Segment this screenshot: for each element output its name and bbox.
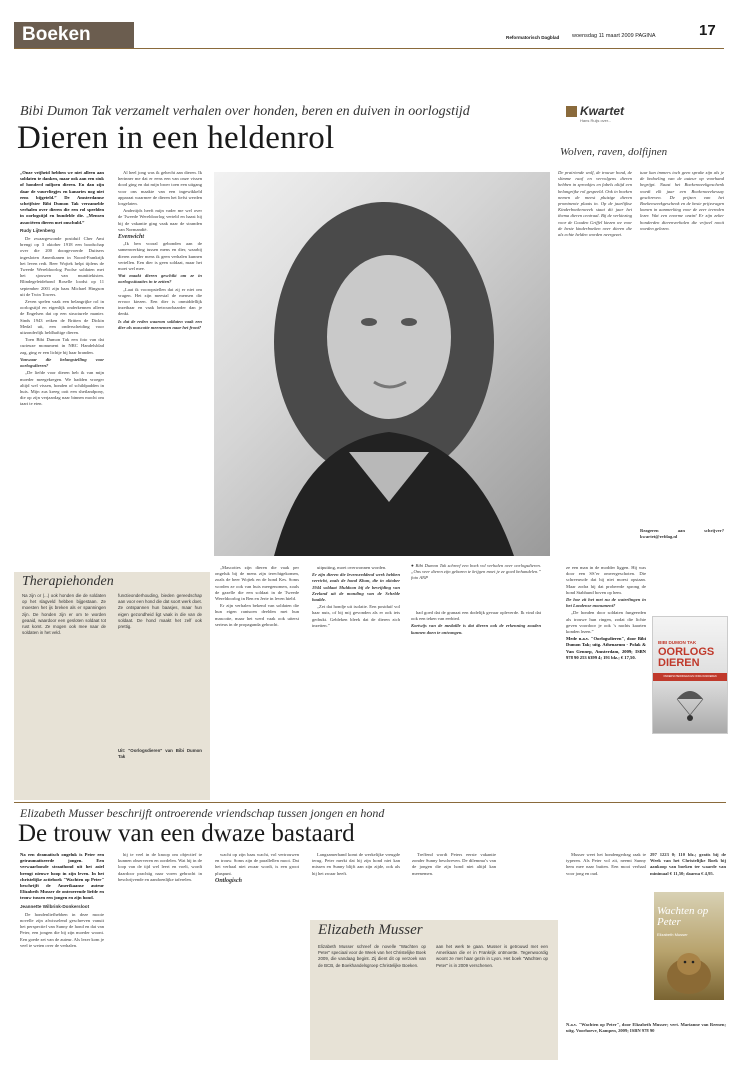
author-photo [214,172,550,556]
musser-box-col1-text: Elizabeth Musser schreef de novelle "Wachten op Peter" speciaal voor de Week van het Christelijke Boek 2009, die vandaag begint. Zij dient dit op verzoek van de BCB, de Boekhandelsgroep Christelijke Boeken. [318,944,426,968]
book2-cover-title: Wachten op Peter [657,905,709,928]
article1-lead: „Onze vrijheid hebben we niet alleen aan soldaten te danken, maar ook aan een stuk of honderd miljoen dieren. En dan zijn daar de vuurvliegjes en kanaries nog niet eens bijgeteld.” De Amsterdamse schrijfster Bibi Dumon Tak verzamelde verhalen over dieren die een rol speelden in oorlogstijd en bundelde die. „Mensen associëren dieren met onschuld.” [20,170,104,225]
book1-cover [652,616,728,734]
book1-text-p1: ze een man in de modder liggen. Hij was door een SS’er omvergeschoten. Die schreeuwde dat hij niet moest opstaan. Maar zodra hij dat probeerde sprong de hond Stabhund boven op hem. [566,565,646,595]
kwartet-col-a [558,170,632,540]
article1-question3: Is dat de reden waarom soldaten vaak een dier als mascotte meenemen naar het front? [118,318,202,330]
therapiehonden-title: Therapiehonden [22,574,114,589]
article2-col3-text: wacht op zijn baas wacht, vol vertrouwen en trouw. Soms zijn de parallellen mooi. Dat het verhaal niet zwaar wordt, is een groot pluspunt. [215,852,299,876]
article1-kicker: Bibi Dumon Tak verzamelt verhalen over honden, beren en duiven in oorlogstijd [20,104,470,119]
article2-col1-text: De hondenliefhebben in deze mooie novelle zijn afwisselend geschreven vanuit het perspectief van Sunny de hond en dat van Peter, een jongen die bij zijn moeder woont. Een goede zet van de auteur. Als lezer kom je veel te weten over de verhalen. [20,911,104,948]
article1-col1-p3: Toen Bibi Dumon Tak een foto van dat curieuze monument in NRC Handelsblad zag, ging er een lichtje bij haar branden. [20,337,104,355]
article1-subhead: Evenwicht [118,234,145,241]
book2-info-top [650,852,726,892]
kwartet-col-b-text: tuur kan immers toch geen sprake zijn als je de bedoeling van de auteur op voorhand begrijpt. Naast het Boekenweekgeschenk wordt elk jaar een Boekenweekessay geschreven. De prijzen van het Boekenweekgeschenk en de beste prijsvragen komen in aanmerking voor de zeer tevreden lezer. Wat een enorme onzin! Er zijn zeker honderden dierenverhalen die vrijwel nooit worden gelezen. [640,170,724,231]
article2-author: Jeannette Wilbrink-Donkersloot [20,903,90,909]
article1-col4 [312,565,400,780]
musser-box-col2 [436,944,548,1056]
photo-caption [411,563,541,609]
musser-box-title: Elizabeth Musser [318,922,423,938]
book1-cover-author: BIBI DUMON TAK [658,640,697,645]
article1-col3 [215,565,299,780]
parachute-illustration [653,681,727,733]
article1-col3-p1: „Mascottes zijn dieren die vaak per ongeluk bij de mens zijn terechtgekomen, zoals de beer Wojtek en de hond Kes. Soms worden ze ook van huis meegenomen, zoals de gazelle die een soldaat in de Tweede Wereldoorlog in Ben en Jerie in leven hield. [215,565,299,602]
article2-lead: Na een dramatisch ongeluk is Peter een getraumatiseerde jongen. Een verwaarloosde straathond uit het asiel brengt nieuwe hoop in zijn leven. In het christelijke actieboek "Wachten op Peter" beschrijft de Amerikaanse auteur Elizabeth Musser de ontroerende liefde en trouw tussen een jongen en zijn hond. [20,852,104,901]
section-divider [14,802,726,803]
article1-col1-p2: Zeven spelen vaak een belangrijke rol in oorlogstijd en eigenlijk onderkennen alleen de Engelsen dat op een structurele manier. Sinds 1943 reiken de Britten de Dickin Medal uit, een onderscheiding voor uitzonderlijk heldhaftige dieren. [20,299,104,336]
book2-cover [654,892,724,1000]
dog-illustration [654,942,724,1000]
kwartet-footer-text: Reageren aan schrijver? kwartet@refdag.nl [640,528,724,540]
kwartet-kicker: Wolven, raven, dolfijnen [560,146,668,158]
article2-col6-text: Musser weet het hondengedrag raak te typeren. Als Peter vol zit, neemt Sunny hem mee naar buiten. Een mooi verhaal voor jong en oud. [566,852,646,876]
book1-question: De hoe zit het met nu de waterlingen in het Londense monument? [566,597,646,609]
therapiehonden-col-a [22,593,106,768]
musser-box-col2-text: aan het werk te gaan. Musser is getrouwd met een Amerikaan die er in Frankrijk ontmoette. Tegenwoordig woont ze met haar gezin in Lyon. Het boek "Wachten op Peter" is in 2009 verschenen. [436,944,548,968]
book1-cover-subtitle: ONDERSCHEIDINGEN EN OORLOGSDIEREN [653,673,727,681]
kwartet-subtitle: Hans Ruijs over... [580,118,612,123]
kwartet-footer [640,528,724,542]
therapiehonden-col-a-text: Na zijn or (...) ook honden die de soldaten op het slagveld hebben bijgestaan. Ze moesten het ijs breken als er spanningen zijn. De honden zijn er om te worden geaaid, waardoor een gesloten soldaat tot rust komt. Ze mogen ook mee naar de soldaten in het veld. [22,593,106,636]
article1-col2-p1: Al heel jong was ik gehecht aan dieren. Ik herinner me dat er eens een van onze vissen dood ging en dat mijn broer toen een uitgang voor ons maakte van een ingewikkeld apparaat waarmee de dieren het liefst werden losgelaten. [118,170,202,207]
article2-col4-text: Langzamerhand komt de werkelijke vreugde terug. Peter merkt dat hij zijn hond niet kan missen en Sunny blijft aan zijn zijde, ook als hij het zwaar heeft. [312,852,400,876]
article2-subhead: Ontlogisch [215,877,243,884]
kwartet-logo [566,104,625,128]
therapiehonden-source-text: Uit: "Oorlogsdieren" van Bibi Dumon Tak [118,748,202,760]
therapiehonden-source [118,748,202,768]
book1-info: Mede n.a.v. "Oorlogsdieren", door Bibi Dumon Tak; uitg. Athenaeum - Polak & Van Gennep, Amsterdam, 2009; ISBN 978 90 253 6399 4; 191 blz.; € 17,50. [566,636,646,660]
article1-col5-p2: Kortwijs van de medaille is dat dieren ook de erkenning zouden kunnen doen te ontvangen. [411,623,541,635]
kwartet-title: Kwartet [580,104,625,118]
article1-headline: Dieren in een heldenrol [17,120,335,156]
kwartet-col-a-text: De prairiende wolf, de trouwe hond, de slimme raaf en vervolgens dieren hebben in sprookjes en fabels altijd een belangrijke rol gespeeld. Ook in boeken nemen de meest pluizige dieren prominente plaats in. Op de jaarlijkse Kinderboekenweek staat dit jaar het thema dieren centraal. Bij de verkiezing voor de Gouden Griffel kiezen we voor de beste kinderboeken over dieren die als echte helden worden neergezet. [558,170,632,238]
article1-col2 [118,170,202,558]
book2-info-text: N.a.v. "Wachten op Peter", door Elizabeth Musser; vert. Marianne van Reenen; uitg. Voorhoeve, Kampen, 2009; ISBN 978 90 [566,1022,726,1034]
article2-col5-text: Treffend wordt Peters eerste vakantie zonder Sunny beschreven. De dilemma’s van de jongen die zijn hond niet altijd kan meenemen. [412,852,496,876]
therapiehonden-col-b [118,593,202,743]
article2-col2 [118,852,202,1058]
article1-col5-p1: had goed dat de granaat een dodelijk gevaar opleverde. Ik vind dat ook een teken van eerbied. [411,610,541,622]
section-title: Boeken [22,24,91,45]
article1-col2-p2: Andertijds heeft mijn vader me wel over de Tweede Wereldoorlog verteld en haast hij bij de vakantie ging vaak naar de stranden van Normandië. [118,208,202,232]
page-number: 17 [699,22,716,39]
article1-col4-p2: Er zijn dieren die levensreddend werk hebben verricht, zoals de hond Khan, die in oktober 1944 soldaat Muldoon bij de bevrijding van Zeeland uit de monding van de Schelde haalde. [312,572,400,603]
date-label: woensdag 11 maart 2009 PAGINA [572,33,656,39]
header-rule [14,48,724,49]
article2-col2-text: hij te veel in de knoop om objectief te kunnen observeren en oordelen. Wat hij in de loop van de tijd wel leert en voelt, wordt daardoor prachtig naar voren gebracht in beschrijvende en aandoenlijke taferelen. [118,852,202,882]
portrait-illustration [214,172,550,556]
article1-col3-p2: Er zijn verhalen bekend van soldaten die hun eigen rantsoen deelden met hun mascotte, maar het werd vaak ook uiterst serieus in de propaganda gebracht. [215,603,299,627]
article1-col1 [20,170,104,558]
musser-box-col1 [318,944,426,1056]
book1-text-p2: „De honden door soldaten fungeerden als trouwe hun ringen, zodat die lichte geven voordoor je ook ’s nachts kaarten konden lezen.” [566,610,646,635]
article1-col4-p3: „Zet dat hondje uit isolatie. Een postduif vol haar nuts, of bij mij gevonden als er ook iets gedrukt. Gebleken bleek dat de dieren zich inzetten.” [312,604,400,628]
article1-col1b-p1: „De liefde voor dieren heb ik van mijn moeder meegekregen. We hadden vroeger altijd wel vissen, honden of schildpadden in huis. Mijn zus kreeg ooit een shetlandpony, die op zijn verjaardag naar binnen mocht om taart te eten. [20,370,104,407]
article1-col2b-p1: „Ik ben vooral gebonden aan de samenwerking tussen mens en dier, waarbij dieren zonder mens ik geen verhalen kunnen vertellen. Een dier is geen soldaat, maar het moet wel mee. [118,241,202,272]
book1-cover-title: OORLOGS DIEREN [658,646,715,669]
article1-author: Rudy Lijtenberg [20,227,55,233]
article2-col5 [412,852,496,912]
article2-col4 [312,852,400,912]
article1-question2: Wat maakt dieren geschikt om ze in oorlogssituaties in te zetten? [118,273,202,285]
book2-cover-author: Elizabeth Musser [657,932,688,937]
article2-kicker: Elizabeth Musser beschrijft ontroerende vriendschap tussen jongen en hond [20,806,385,820]
article1-col2c-p1: „Laat ik vooropstellen dat zij er niet om vragen. Het zijn meestal de mensen die ervoor kiezen. Een dier is onmiddellijk inzetbaar en vaak betrouwbaarder dan je denkt. [118,286,202,317]
book1-text [566,565,646,790]
article1-col5 [411,610,541,782]
article2-col3 [215,852,299,1058]
book2-info-top-text: 297 1223 0; 110 blz.; gratis bij de Week van het Christelijke Boek bij aankoop van boeken ter waarde van minimaal € 11,50; daarna € 4,95. [650,852,726,876]
article2-headline: De trouw van een dwaze bastaard [18,820,355,847]
article1-col1-p1: De zwaargewonde postduif Cher Ami brengt op 3 oktober 1918 een boodschap over die 200 doorgevoerde Duitsers ingesloten Amerikanen in Noord-Frankrijk het leven redt. Beer Wojtek helpt tijdens de Tweede Wereldoorlog Poolse soldaten met het sjouwen van munitiekisten. Blindegeleidehond Roselle loodst op 11 september 2001 zijn baas Michael Hingson uit de Twin Towers. [20,236,104,297]
article1-question1: Vanwaar die belangstelling voor oorlogsdieren? [20,356,104,369]
publication-name: Reformatorisch Dagblad [506,35,560,40]
therapiehonden-col-b-text: functieonderhouding, bieden gereedschap aan voor een hond die dat soort werk doet. Ze ontspannen hun baasjes, maar hun eigen gezondheid ligt vaak in die van de soldaat. De hond maakt het zelf ook prettig. [118,593,202,630]
photo-caption-text: ● Bibi Dumon Tak schreef een boek vol verhalen over oorlogsdieren. „Ons veer dieren zijn gebaren te krijgen moet je ze goed behandelen.” foto ANP [411,563,541,581]
book2-info [566,1022,726,1062]
kwartet-icon [566,106,577,117]
article2-col1 [20,852,104,1058]
article1-col4-p1: uitputting, moet overwonnen worden. [317,565,387,570]
kwartet-col-b [640,170,724,510]
